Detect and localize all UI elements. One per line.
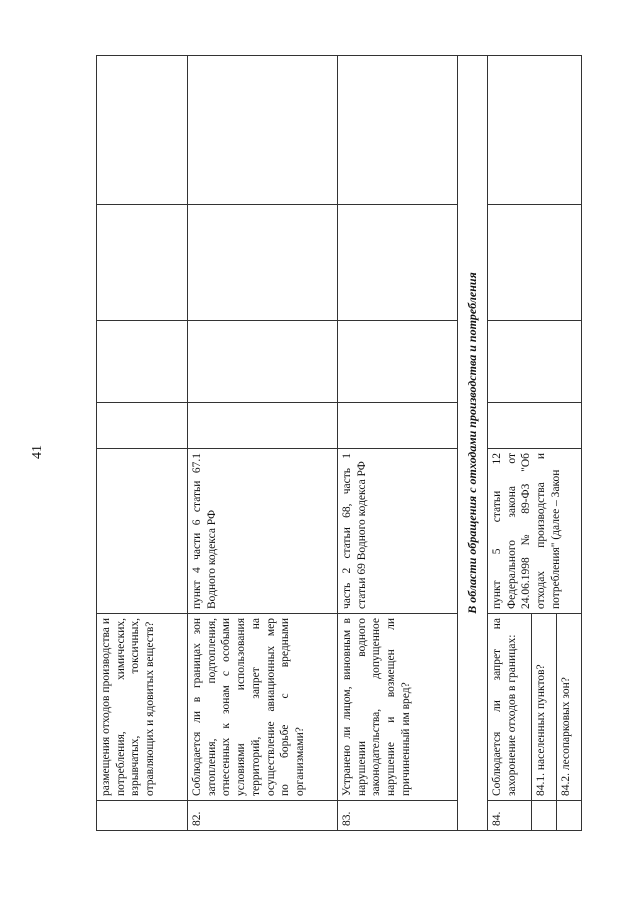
table-row — [488, 56, 532, 831]
legal-reference: часть 2 статьи 68, часть 1 статьи 69 Водного кодекса РФ — [338, 449, 458, 614]
requirement-text: Соблюдается ли запрет на захоронение отходов в границах: — [488, 614, 532, 801]
row-number: 82. — [188, 801, 338, 831]
legal-reference: пункт 4 части 6 статьи 67.1 Водного кодекса РФ — [188, 449, 338, 614]
table-row — [338, 56, 458, 831]
page-number: 41 — [30, 445, 45, 459]
table-row — [97, 56, 188, 831]
subitem-text: 84.1. населенных пунктов? — [532, 614, 557, 801]
empty-cell — [557, 801, 582, 831]
empty-cell — [338, 205, 458, 321]
legal-reference — [97, 449, 188, 614]
empty-cell — [97, 205, 188, 321]
empty-cell — [488, 403, 582, 449]
section-row — [458, 56, 488, 831]
empty-cell — [532, 801, 557, 831]
empty-cell — [188, 205, 338, 321]
empty-cell — [97, 321, 188, 403]
empty-cell — [188, 56, 338, 205]
rotated-page-content — [96, 56, 575, 831]
empty-cell — [97, 403, 188, 449]
requirement-text: Устранено ли лицом, виновным в нарушении водного законодательства, допущенное нарушение и возмещен ли причиненный им вред? — [338, 614, 458, 801]
empty-cell — [488, 205, 582, 321]
empty-cell — [488, 321, 582, 403]
table-row — [188, 56, 338, 831]
row-number — [97, 801, 188, 831]
empty-cell — [188, 403, 338, 449]
legal-reference: пункт 5 статьи 12 Федерального закона от 24.06.1998 № 89-ФЗ "Об отходах производства и потребления" (далее – Закон — [488, 449, 582, 614]
subitem-text: 84.2. лесопарковых зон? — [557, 614, 582, 801]
empty-cell — [488, 56, 582, 205]
empty-cell — [338, 56, 458, 205]
empty-cell — [188, 321, 338, 403]
requirement-text: размещения отходов производства и потребления, химических, взрывчатых, токсичных, отравляющих и ядовитых веществ? — [97, 614, 188, 801]
row-number: 84. — [488, 801, 532, 831]
empty-cell — [97, 56, 188, 205]
inspection-table — [96, 55, 582, 831]
empty-cell — [338, 403, 458, 449]
row-number: 83. — [338, 801, 458, 831]
requirement-text: Соблюдается ли в границах зон затопления, подтопления, отнесенных к зонам с особыми условиями использования территорий, запрет на осуществление авиационных мер по борьбе с вредными организмами? — [188, 614, 338, 801]
section-title: В области обращения с отходами производства и потребления — [458, 56, 488, 831]
empty-cell — [338, 321, 458, 403]
